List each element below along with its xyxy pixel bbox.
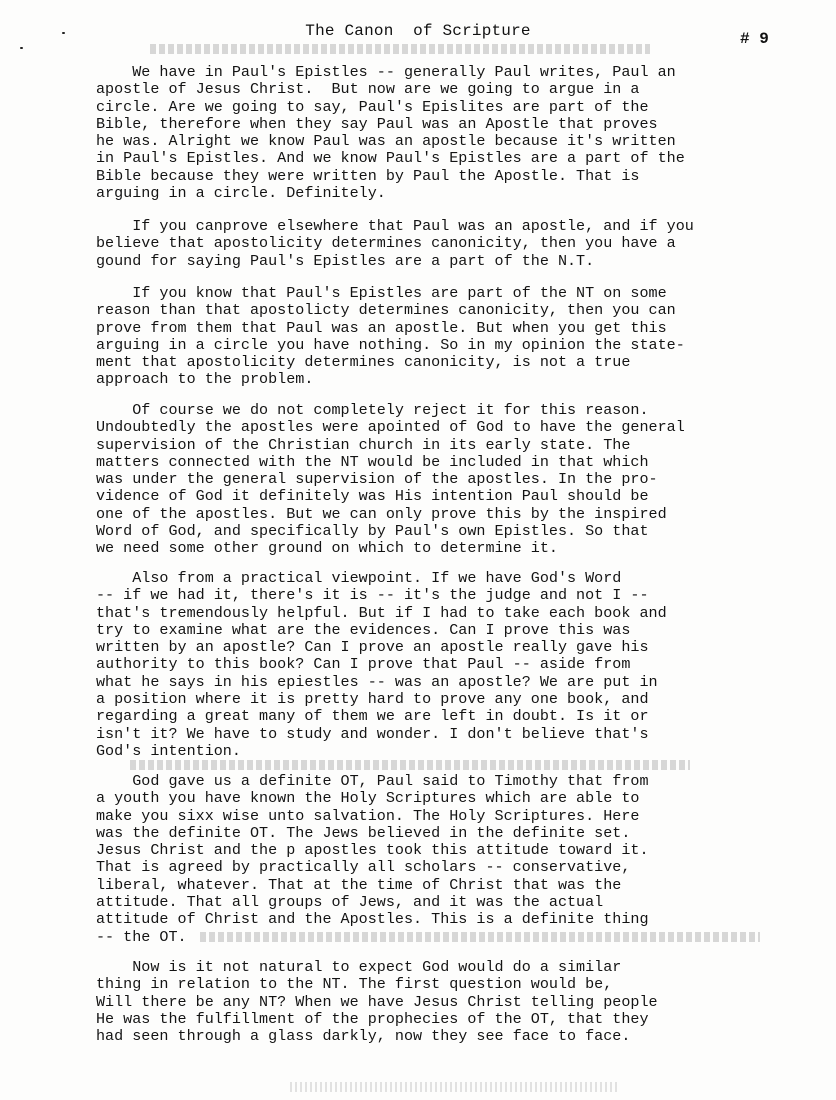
paragraph-1: We have in Paul's Epistles -- generally Paul writes, Paul an apostle of Jesus Christ. But now are we going to argue in a circle. Are we going to say, Paul's Epislites are part of the Bible, therefore when they say Paul was an Apostle that proves he was. Alright we know Paul was an apostle because it's written in Paul's Epistles. And we know Paul's Epistles are a part of the Bible because they were written by Paul the Apostle. That is arguing in a circle. Definitely. — [96, 63, 685, 203]
paragraph-5: Also from a practical viewpoint. If we have God's Word -- if we had it, there's it is -- it's the judge and not I -- that's tremendously helpful. But if I had to take each book and try to examine what are the evidences. Can I prove this was written by an apostle? Can I prove an apostle really gave his authority to this book? Can I prove that Paul -- aside from what he says in his epiestles -- was an apostle? We are put in a position where it is pretty hard to prove any one book, and regarding a great many of them we are left in doubt. Is it or isn't it? We have to study and wonder. I don't believe that's God's intention. — [96, 569, 667, 760]
paragraph-7: Now is it not natural to expect God would do a similar thing in relation to the NT. The first question would be, Will there be any NT? When we have Jesus Christ telling people He was the fulfillment of the prophecies of the OT, that they had seen through a glass darkly, now they see face to face. — [96, 958, 658, 1046]
page-title: The Canon of Scripture — [305, 22, 531, 40]
bleed-through-mark — [150, 44, 650, 54]
page-number: # 9 — [740, 30, 769, 48]
paragraph-2: If you canprove elsewhere that Paul was an apostle, and if you believe that apostolicity determines canonicity, then you have a gound for saying Paul's Epistles are a part of the N.T. — [96, 217, 694, 270]
scan-speck — [20, 47, 23, 49]
paragraph-4: Of course we do not completely reject it for this reason. Undoubtedly the apostles were apointed of God to have the general supervision of the Christian church in its early state. The matters connected with the NT would be included in that which was under the general supervision of the apostles. In the pro- vidence of God it definitely was His intention Paul should be one of the apostles. But we can only prove this by the inspired Word of God, and specifically by Paul's own Epistles. So that we need some other ground on which to determine it. — [96, 401, 685, 558]
bleed-through-mark — [130, 760, 690, 770]
paragraph-3: If you know that Paul's Epistles are part of the NT on some reason than that apostolicty determines canonicity, then you can prove from them that Paul was an apostle. But when you get this arguing in a circle you have nothing. So in my opinion the state- ment that apostolicity determines canonicity, is not a true approach to the problem. — [96, 284, 685, 389]
paragraph-6: God gave us a definite OT, Paul said to Timothy that from a youth you have known the Holy Scriptures which are able to make you sixx wise unto salvation. The Holy Scriptures. Here was the definite OT. The Jews believed in the definite set. Jesus Christ and the p apostles took this attitude toward it. That is agreed by practically all scholars -- conservative, liberal, whatever. That at the time of Christ that was the attitude. That all groups of Jews, and it was the actual attitude of Christ and the Apostles. This is a definite thing -- the OT. — [96, 772, 649, 946]
scan-smudge — [290, 1082, 620, 1092]
